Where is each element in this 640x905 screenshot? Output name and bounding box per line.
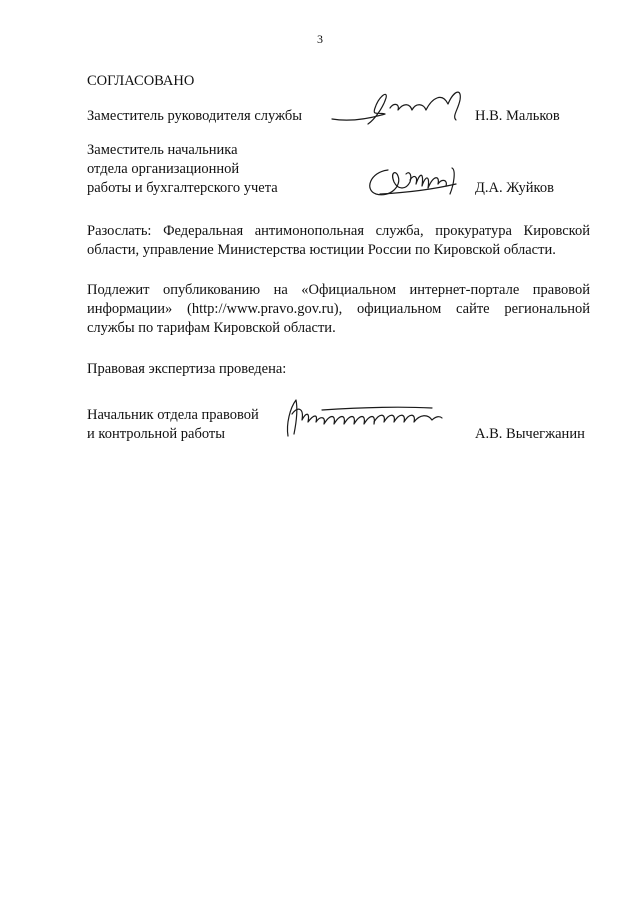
signer-2-position-line-1: Заместитель начальника	[87, 142, 238, 158]
signer-1-name: Н.В. Мальков	[475, 108, 560, 124]
distribution-line-2: области, управление Министерства юстиции России по Кировской области.	[87, 242, 556, 258]
signature-zhuykov	[360, 160, 470, 202]
signer-2-position-line-2: отдела организационной	[87, 161, 240, 177]
signature-vychegzhanin	[282, 396, 447, 440]
signer-2-name: Д.А. Жуйков	[475, 180, 554, 196]
approval-heading: СОГЛАСОВАНО	[87, 73, 195, 89]
legal-reviewer-position-line-1: Начальник отдела правовой	[87, 407, 259, 423]
signature-malkov	[330, 86, 480, 130]
signer-1-position: Заместитель руководителя службы	[87, 108, 303, 124]
legal-reviewer-position-line-2: и контрольной работы	[87, 426, 225, 442]
publication-line-2: информации» (http://www.pravo.gov.ru), официальном сайте региональной	[87, 301, 590, 317]
legal-reviewer-name: А.В. Вычегжанин	[475, 426, 585, 442]
legal-review-text: Правовая экспертиза проведена:	[87, 361, 287, 377]
distribution-line-1: Разослать: Федеральная антимонопольная служба, прокуратура Кировской	[87, 223, 590, 239]
publication-line-3: службы по тарифам Кировской области.	[87, 320, 336, 336]
page-number: 3	[317, 32, 323, 46]
signer-2-position-line-3: работы и бухгалтерского учета	[87, 180, 278, 196]
publication-line-1: Подлежит опубликованию на «Официальном интернет-портале правовой	[87, 282, 590, 298]
